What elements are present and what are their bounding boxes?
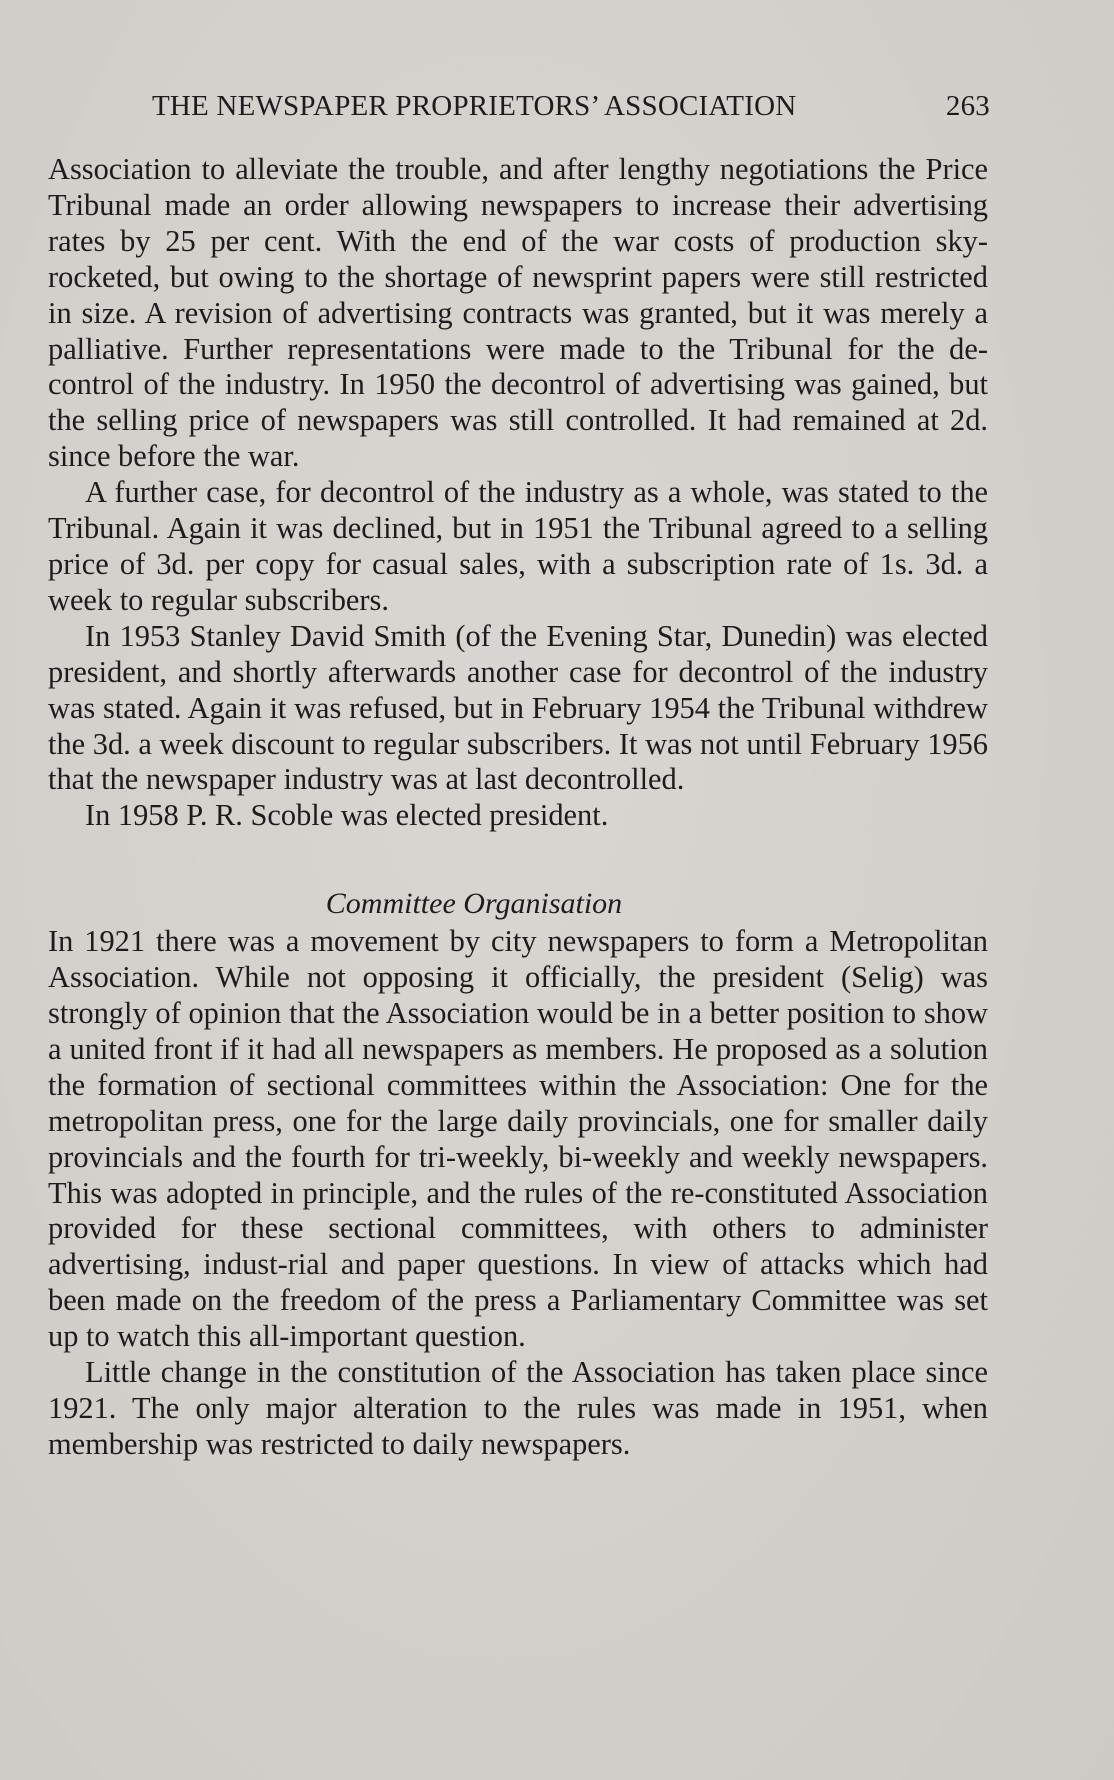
running-head [152,90,990,124]
paragraph-continued: Association to alleviate the trouble, and after lengthy negotiations the Price Tribunal made an order allowing newspapers to increase their advertising rates by 25 per cent. With the end of the war costs of production sky-rocketed, but owing to the shortage of newsprint papers were still restricted in size. A revision of advertising contracts was granted, but it was merely a palliative. Further representations were made to the Tribunal for the de-control of the industry. In 1950 the decontrol of advertising was gained, but the selling price of newspapers was still controlled. It had remained at 2d. since before the war. [48,152,988,474]
paragraph: In 1953 Stanley David Smith (of the Evening Star, Dunedin) was elected president, and shortly afterwards another case for decontrol of the industry was stated. Again it was refused, but in February 1954 the Tribunal withdrew the 3d. a week discount to regular subscribers. It was not until February 1956 that the newspaper industry was at last decontrolled. [48,618,988,797]
section-heading: Committee Organisation [325,887,623,921]
running-head-title: THE NEWSPAPER PROPRIETORS’ ASSOCIATION [152,90,797,122]
body-text [48,152,988,1463]
paragraph: Little change in the constitution of the Association has taken place since 1921. The only major alteration to the rules was made in 1951, when membership was restricted to daily newspapers. [48,1355,988,1461]
paragraph: In 1958 P. R. Scoble was elected president. [85,798,609,833]
paragraph: A further case, for decontrol of the industry as a whole, was stated to the Tribunal. Again it was declined, but in 1951 the Tribunal agreed to a selling price of 3d. per copy for casual sales, with a subscription rate of 1s. 3d. a week to regular subscribers. [48,475,988,617]
paragraph: In 1921 there was a movement by city newspapers to form a Metropolitan Association. While not opposing it officially, the president (Selig) was strongly of opinion that the Association would be in a better position to show a united front if it had all newspapers as members. He proposed as a solution the formation of sectional committees within the Association: One for the metropolitan press, one for the large daily provincials, one for smaller daily provincials and the fourth for tri-weekly, bi-weekly and weekly newspapers. This was adopted in principle, and the rules of the re-constituted Association provided for these sectional committees, with others to administer advertising, indust-rial and paper questions. In view of attacks which had been made on the freedom of the press a Parliamentary Committee was set up to watch this all-important question. [48,924,988,1354]
page-number: 263 [945,90,990,122]
